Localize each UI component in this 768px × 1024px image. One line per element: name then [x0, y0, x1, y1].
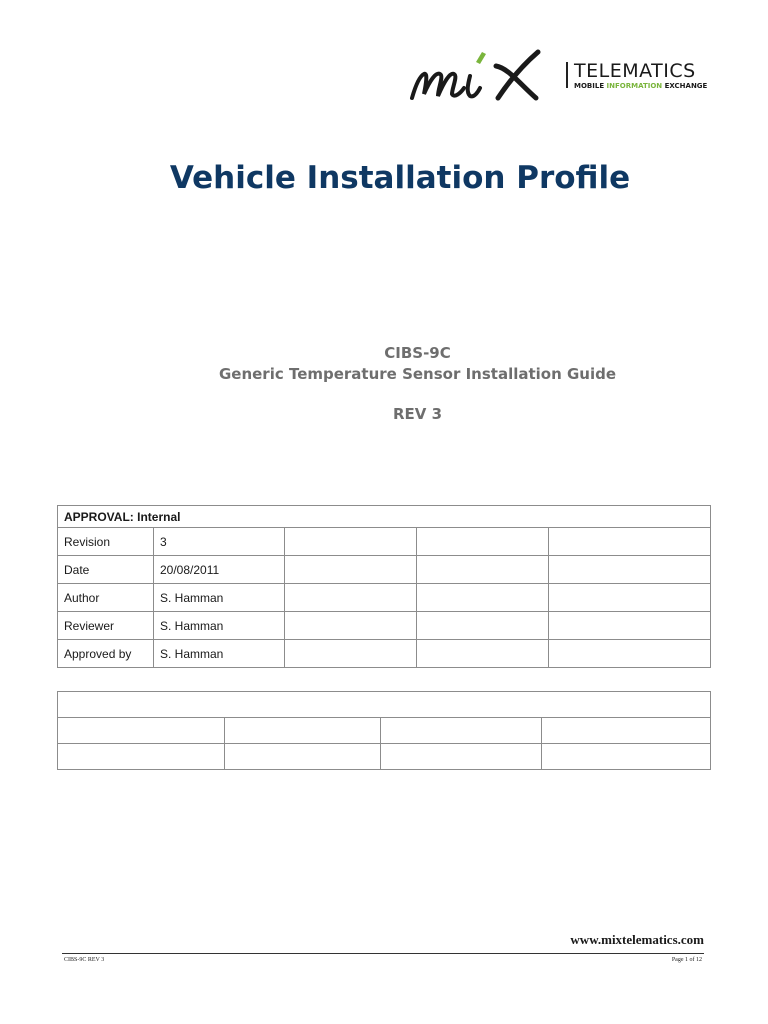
table-row — [58, 640, 711, 668]
distribution-table — [57, 691, 711, 770]
empty-cell — [58, 744, 225, 770]
row-label: Author — [58, 584, 154, 612]
document-code: CIBS-9C — [384, 344, 451, 362]
company-logo — [408, 44, 708, 104]
row-value: 20/08/2011 — [154, 556, 285, 584]
footer-page-number: Page 1 of 12 — [671, 957, 702, 963]
empty-cell — [417, 640, 549, 668]
empty-cell — [417, 528, 549, 556]
row-label: Date — [58, 556, 154, 584]
row-value: S. Hamman — [154, 612, 285, 640]
row-value: S. Hamman — [154, 640, 285, 668]
empty-cell — [381, 718, 542, 744]
logo-divider — [566, 62, 568, 88]
empty-cell — [58, 692, 711, 718]
row-label: Reviewer — [58, 612, 154, 640]
empty-cell — [381, 744, 542, 770]
empty-cell — [225, 718, 381, 744]
mix-logo-icon — [408, 44, 548, 104]
empty-cell — [417, 612, 549, 640]
empty-cell — [285, 612, 417, 640]
logo-tagline: MOBILE INFORMATION EXCHANGE — [574, 82, 708, 90]
table-row — [58, 612, 711, 640]
footer-doc-id: CIBS-9C REV 3 — [64, 957, 105, 963]
row-value: S. Hamman — [154, 584, 285, 612]
empty-cell — [417, 584, 549, 612]
footer-divider — [62, 953, 704, 954]
document-revision: REV 3 — [392, 405, 443, 423]
table-row — [58, 692, 711, 718]
table-row — [58, 718, 711, 744]
empty-cell — [285, 640, 417, 668]
website-link[interactable]: www.mixtelematics.com — [570, 932, 704, 947]
empty-cell — [285, 584, 417, 612]
row-value: 3 — [154, 528, 285, 556]
document-subtitle: Generic Temperature Sensor Installation Guide — [218, 365, 617, 383]
empty-cell — [417, 556, 549, 584]
empty-cell — [549, 528, 711, 556]
empty-cell — [549, 612, 711, 640]
empty-cell — [549, 556, 711, 584]
empty-cell — [549, 640, 711, 668]
row-label: Revision — [58, 528, 154, 556]
empty-cell — [285, 528, 417, 556]
empty-cell — [285, 556, 417, 584]
empty-cell — [225, 744, 381, 770]
empty-cell — [58, 718, 225, 744]
approval-header: APPROVAL: Internal — [58, 506, 711, 528]
approval-table — [57, 505, 711, 668]
empty-cell — [542, 744, 711, 770]
empty-cell — [549, 584, 711, 612]
table-row — [58, 556, 711, 584]
table-row — [58, 584, 711, 612]
table-row — [58, 744, 711, 770]
table-row — [58, 528, 711, 556]
row-label: Approved by — [58, 640, 154, 668]
document-title: Vehicle Installation Profile — [169, 160, 631, 196]
empty-cell — [542, 718, 711, 744]
logo-brand-text: TELEMATICS — [574, 60, 696, 82]
